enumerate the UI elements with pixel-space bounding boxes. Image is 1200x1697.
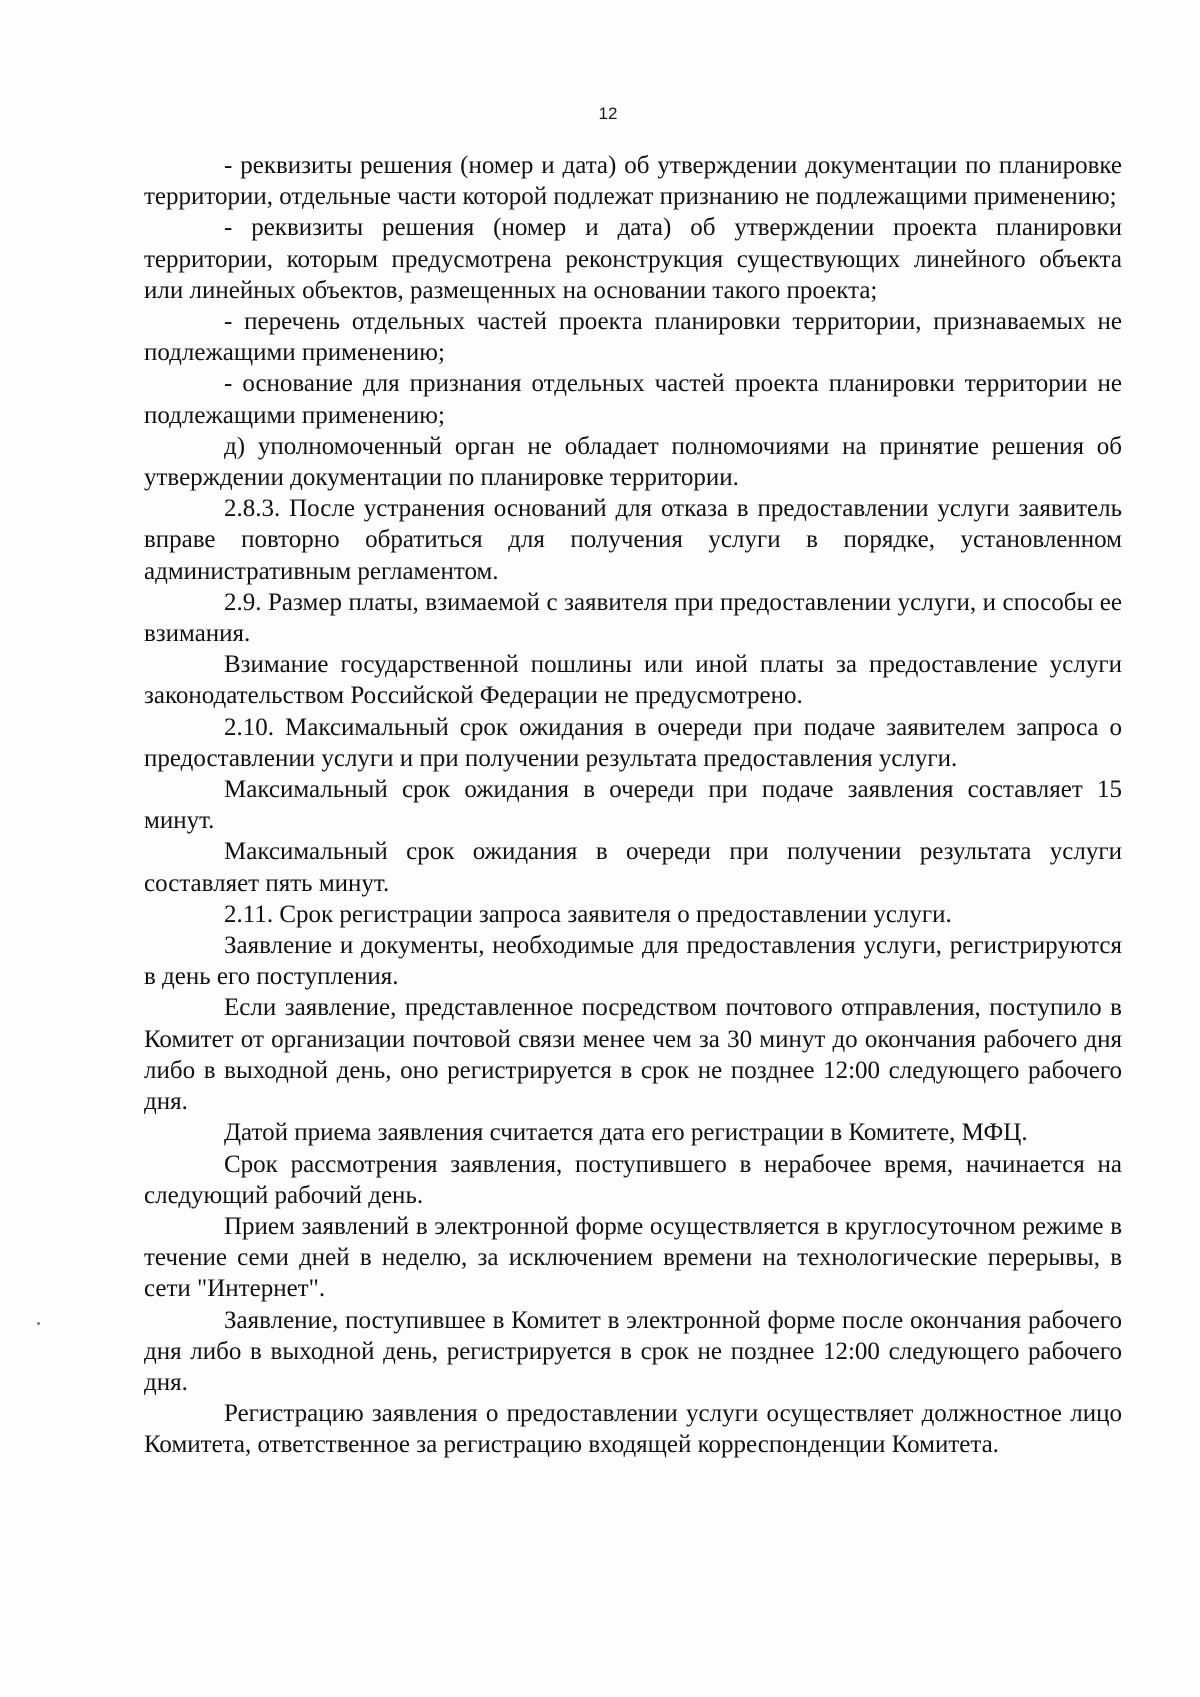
paragraph: 2.10. Максимальный срок ожидания в очереди при подаче заявителем запроса о предоставлении услуги и при получении результата предоставления услуги. [144,713,1122,772]
paragraph: Максимальный срок ожидания в очереди при получении результата услуги составляет пять минут. [144,838,1122,897]
paragraph: Заявление, поступившее в Комитет в электронной форме после окончания рабочего дня либо в выходной день, регистрируется в срок не позднее 12:00 следующего рабочего дня. [144,1306,1122,1396]
paragraph: 2.11. Срок регистрации запроса заявителя о предоставлении услуги. [224,900,952,928]
paragraph: - основание для признания отдельных частей проекта планировки территории не подлежащими применению; [144,370,1122,429]
paragraph: 2.8.3. После устранения оснований для отказа в предоставлении услуги заявитель вправе повторно обратиться для получения услуги в порядке, установленном административным регламентом. [144,495,1122,585]
paragraph: - перечень отдельных частей проекта планировки территории, признаваемых не подлежащими применению; [144,308,1122,367]
document-body [144,150,1122,1461]
paragraph: Взимание государственной пошлины или иной платы за предоставление услуги законодательством Российской Федерации не предусмотрено. [144,651,1122,710]
paragraph: д) уполномоченный орган не обладает полномочиями на принятие решения об утверждении документации по планировке территории. [144,432,1122,492]
paragraph: - реквизиты решения (номер и дата) об утверждении документации по планировке территории, отдельные части которой подлежат признанию не подлежащими применению; [144,152,1122,211]
scan-speck [37,1322,40,1325]
paragraph: Датой приема заявления считается дата его регистрации в Комитете, МФЦ. [224,1119,1028,1147]
paragraph: Прием заявлений в электронной форме осуществляется в круглосуточном режиме в течение семи дней в неделю, за исключением времени на технологические перерывы, в сети "Интернет". [144,1212,1122,1303]
paragraph: Регистрацию заявления о предоставлении услуги осуществляет должностное лицо Комитета, ответственное за регистрацию входящей корреспонденции Комитета. [144,1400,1122,1459]
paragraph: Заявление и документы, необходимые для предоставления услуги, регистрируются в день его поступления. [144,932,1122,991]
page-number: 12 [598,104,618,123]
paragraph: 2.9. Размер платы, взимаемой с заявителя при предоставлении услуги, и способы ее взимания. [144,588,1122,648]
paragraph: Срок рассмотрения заявления, поступившего в нерабочее время, начинается на следующий рабочий день. [144,1150,1122,1209]
paragraph: Если заявление, представленное посредством почтового отправления, поступило в Комитет от организации почтовой связи менее чем за 30 минут до окончания рабочего дня либо в выходной день, оно регистрируется в срок не позднее 12:00 следующего рабочего дня. [144,994,1122,1116]
paragraph: Максимальный срок ожидания в очереди при подаче заявления составляет 15 минут. [144,776,1122,835]
paragraph: - реквизиты решения (номер и дата) об утверждении проекта планировки территории, которым предусмотрена реконструкция существующих линейного объекта или линейных объектов, размещенных на основании такого проекта; [144,214,1122,304]
